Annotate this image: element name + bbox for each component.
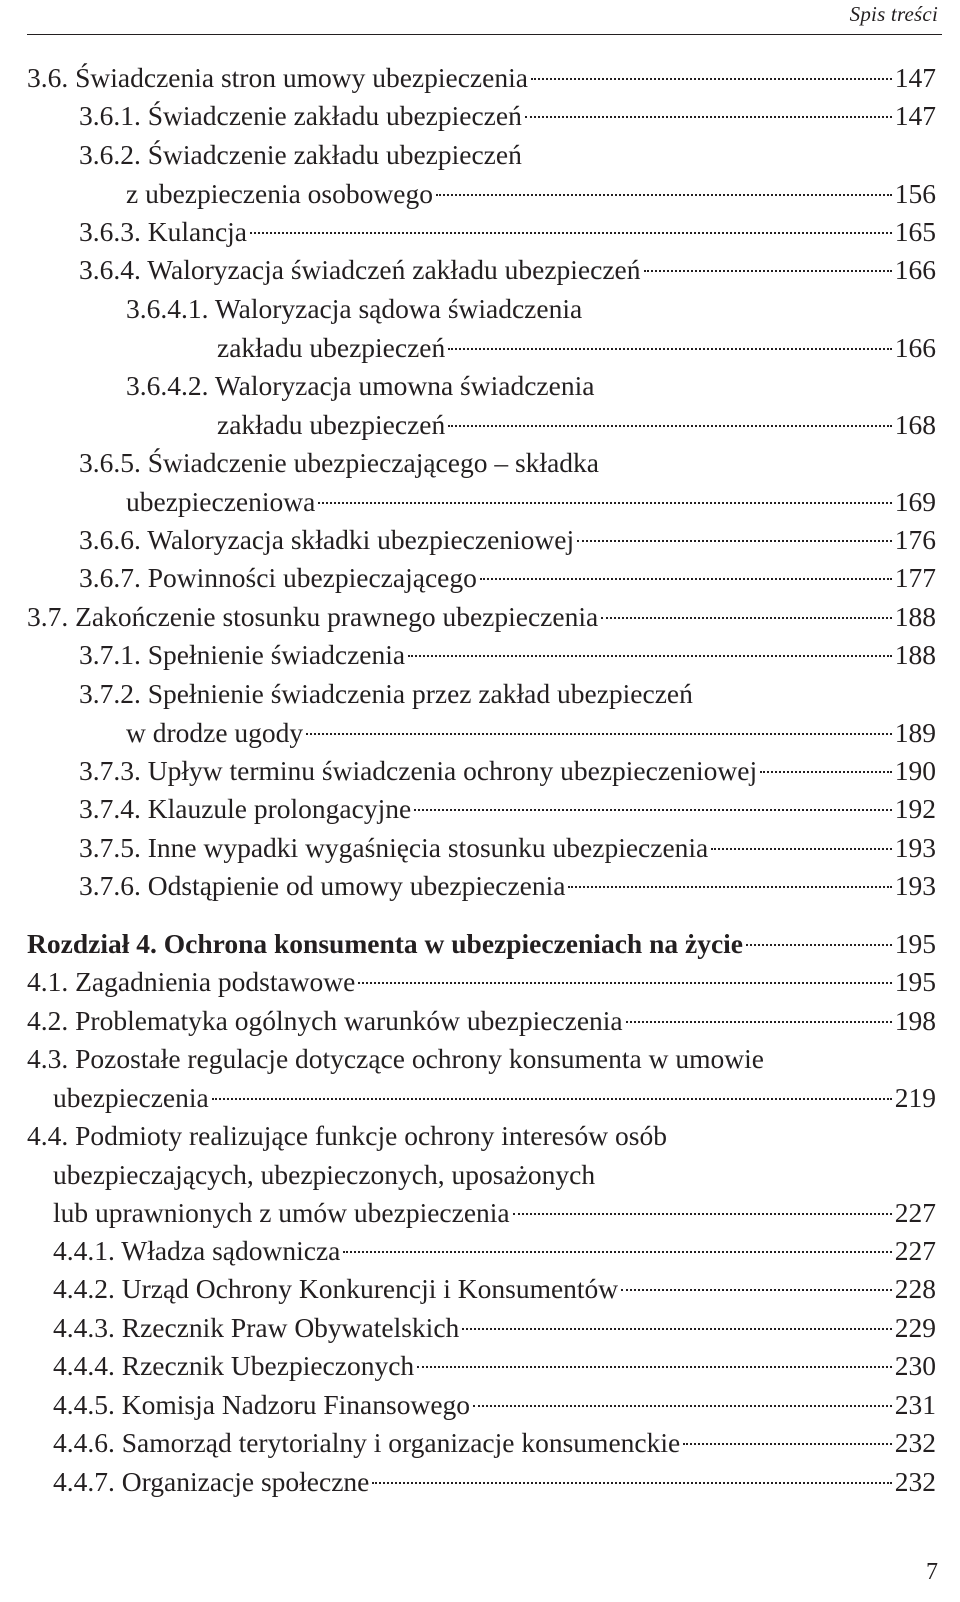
dot-leader — [318, 502, 891, 504]
dot-leader — [417, 1366, 892, 1368]
dot-leader — [436, 194, 892, 196]
toc-entry-title: 3.7.4. Klauzule prolongacyjne — [79, 793, 412, 824]
toc-entry-title: z ubezpieczenia osobowego — [126, 177, 433, 209]
toc-entry — [53, 1463, 936, 1501]
toc-entry — [53, 1309, 936, 1347]
toc-entry-title: 4.4.1. Władza sądownicza — [53, 1235, 341, 1266]
toc-entry — [79, 444, 599, 482]
toc-entry-page: 232 — [894, 1427, 936, 1458]
dot-leader — [448, 425, 891, 427]
toc-entry-page: 190 — [894, 755, 936, 786]
toc-entry — [79, 251, 936, 289]
toc-entry-page: 147 — [894, 100, 936, 131]
toc-entry-page: 228 — [894, 1273, 936, 1304]
toc-entry-title: 4.4.7. Organizacje społeczne — [53, 1466, 370, 1497]
dot-leader — [306, 733, 892, 735]
toc-entry-title: 4.1. Zagadnienia podstawowe — [27, 966, 356, 997]
dot-leader — [462, 1328, 891, 1330]
toc-entry-page: 193 — [894, 870, 936, 901]
toc-entry — [53, 1424, 936, 1462]
toc-entry-page: 229 — [894, 1312, 936, 1343]
dot-leader — [414, 809, 892, 811]
toc-entry-title: 3.6.2. Świadczenie zakładu ubezpieczeń — [79, 139, 522, 170]
toc-entry-title: 3.6.4.2. Waloryzacja umowna świadczenia — [126, 370, 595, 401]
toc-entry-page: 219 — [894, 1081, 936, 1113]
toc-entry-title: 4.4.3. Rzecznik Praw Obywatelskich — [53, 1312, 460, 1343]
dot-leader — [473, 1405, 892, 1407]
page-number: 7 — [926, 1559, 938, 1585]
toc-entry-page: 189 — [894, 716, 936, 748]
toc-entry — [53, 1347, 936, 1385]
toc-entry-continuation — [126, 483, 936, 521]
dot-leader — [760, 771, 892, 773]
toc-entry-page: 192 — [894, 793, 936, 824]
toc-entry-page: 198 — [894, 1005, 936, 1036]
header-rule — [27, 34, 942, 35]
toc-entry-title: 3.7.1. Spełnienie świadczenia — [79, 639, 406, 670]
toc-entry-continuation — [53, 1194, 936, 1232]
dot-leader — [250, 232, 892, 234]
toc-entry-title: 4.4.2. Urząd Ochrony Konkurencji i Konsumentów — [53, 1273, 619, 1304]
toc-entry — [27, 1002, 936, 1040]
toc-entry-page: 195 — [894, 928, 936, 959]
dot-leader — [408, 655, 892, 657]
toc-entry — [53, 1386, 936, 1424]
dot-leader — [746, 944, 892, 946]
toc-entry — [27, 598, 936, 636]
toc-entry-title: ubezpieczających, ubezpieczonych, uposażonych — [53, 1158, 596, 1190]
dot-leader — [626, 1021, 892, 1023]
toc-entry — [27, 59, 936, 97]
toc-entry-continuation — [53, 1079, 936, 1117]
toc-entry-continuation — [126, 175, 936, 213]
toc-entry — [53, 1270, 936, 1308]
dot-leader — [568, 886, 891, 888]
toc-entry-title: ubezpieczeniowa — [126, 485, 316, 517]
running-title: Spis treści — [849, 2, 938, 26]
toc-entry — [79, 136, 522, 174]
toc-entry — [126, 367, 594, 405]
toc-entry-page: 168 — [894, 408, 936, 440]
toc-entry — [79, 675, 693, 713]
toc-entry-continuation — [126, 714, 936, 752]
dot-leader — [601, 617, 892, 619]
dot-leader — [448, 348, 891, 350]
toc-entry — [79, 829, 936, 867]
dot-leader — [480, 578, 892, 580]
toc-entry-page: 176 — [894, 524, 936, 555]
toc-entry — [79, 790, 936, 828]
toc-entry-continuation — [53, 1156, 595, 1194]
toc-entry-title: 3.6.5. Świadczenie ubezpieczającego – składka — [79, 447, 599, 478]
dot-leader — [513, 1213, 892, 1215]
toc-entry-title: 4.4.5. Komisja Nadzoru Finansowego — [53, 1389, 471, 1420]
toc-entry — [126, 290, 582, 328]
dot-leader — [644, 270, 892, 272]
toc-entry-page: 231 — [894, 1389, 936, 1420]
toc-entry-title: 3.6.4. Waloryzacja świadczeń zakładu ubezpieczeń — [79, 254, 641, 285]
toc-entry-page: 169 — [894, 485, 936, 517]
toc-entry-title: 3.6.1. Świadczenie zakładu ubezpieczeń — [79, 100, 522, 131]
toc-entry — [79, 521, 936, 559]
toc-entry-page: 188 — [894, 601, 936, 632]
toc-entry-page: 227 — [894, 1235, 936, 1266]
dot-leader — [343, 1251, 891, 1253]
toc-entry-page: 166 — [894, 331, 936, 363]
toc-entry-title: 4.2. Problematyka ogólnych warunków ubezpieczenia — [27, 1005, 623, 1036]
toc-entry-continuation — [217, 406, 936, 444]
toc-entry-title: zakładu ubezpieczeń — [217, 408, 446, 440]
toc-entry-title: 4.3. Pozostałe regulacje dotyczące ochrony konsumenta w umowie — [27, 1043, 764, 1074]
dot-leader — [577, 540, 892, 542]
toc-entry — [79, 636, 936, 674]
toc-entry-title: Rozdział 4. Ochrona konsumenta w ubezpieczeniach na życie — [27, 928, 743, 959]
toc-entry-title: 3.7.5. Inne wypadki wygaśnięcia stosunku ubezpieczenia — [79, 832, 709, 863]
toc-entry-page: 177 — [894, 562, 936, 593]
dot-leader — [621, 1289, 892, 1291]
toc-entry-title: 3.6.6. Waloryzacja składki ubezpieczeniowej — [79, 524, 575, 555]
toc-entry — [79, 752, 936, 790]
toc-entry-page: 165 — [894, 216, 936, 247]
toc-entry-title: lub uprawnionych z umów ubezpieczenia — [53, 1197, 510, 1228]
toc-entry-title: w drodze ugody — [126, 716, 304, 748]
toc-entry — [79, 213, 936, 251]
toc-entry-title: 3.6.4.1. Waloryzacja sądowa świadczenia — [126, 293, 583, 324]
toc-entry-page: 195 — [894, 966, 936, 997]
dot-leader — [525, 116, 892, 118]
toc-entry-page: 147 — [894, 62, 936, 93]
toc-entry-page: 227 — [894, 1197, 936, 1228]
toc-entry-title: 3.7. Zakończenie stosunku prawnego ubezpieczenia — [27, 601, 599, 632]
toc-entry-title: 4.4. Podmioty realizujące funkcje ochrony interesów osób — [27, 1120, 667, 1151]
dot-leader — [372, 1482, 891, 1484]
toc-entry-title: 3.6.3. Kulancja — [79, 216, 248, 247]
toc-entry-title: ubezpieczenia — [53, 1081, 209, 1113]
toc-entry-page: 230 — [894, 1350, 936, 1381]
toc-entry — [79, 559, 936, 597]
toc-entry-title: 4.4.6. Samorząd terytorialny i organizacje konsumenckie — [53, 1427, 681, 1458]
dot-leader — [212, 1098, 892, 1100]
toc-entry-page: 166 — [894, 254, 936, 285]
toc-entry-title: 3.7.3. Upływ terminu świadczenia ochrony ubezpieczeniowej — [79, 755, 758, 786]
toc-entry-title: 4.4.4. Rzecznik Ubezpieczonych — [53, 1350, 415, 1381]
toc-entry — [79, 97, 936, 135]
toc-entry-title: 3.6.7. Powinności ubezpieczającego — [79, 562, 477, 593]
dot-leader — [531, 78, 892, 80]
dot-leader — [683, 1443, 892, 1445]
toc-entry-page: 156 — [894, 177, 936, 209]
dot-leader — [711, 848, 891, 850]
toc-entry-page: 193 — [894, 832, 936, 863]
dot-leader — [358, 982, 891, 984]
toc-entry — [53, 1232, 936, 1270]
toc-entry-title: 3.6. Świadczenia stron umowy ubezpieczenia — [27, 62, 528, 93]
toc-entry-title: 3.7.6. Odstąpienie od umowy ubezpieczenia — [79, 870, 566, 901]
toc-entry-title: 3.7.2. Spełnienie świadczenia przez zakład ubezpieczeń — [79, 678, 693, 709]
toc-entry-title: zakładu ubezpieczeń — [217, 331, 446, 363]
toc-entry — [27, 963, 936, 1001]
toc-entry — [27, 1117, 667, 1155]
toc-entry — [27, 925, 936, 963]
toc-entry — [27, 1040, 764, 1078]
toc-entry-continuation — [217, 329, 936, 367]
toc-entry-page: 232 — [894, 1466, 936, 1497]
toc-entry-page: 188 — [894, 639, 936, 670]
toc-entry — [79, 867, 936, 905]
